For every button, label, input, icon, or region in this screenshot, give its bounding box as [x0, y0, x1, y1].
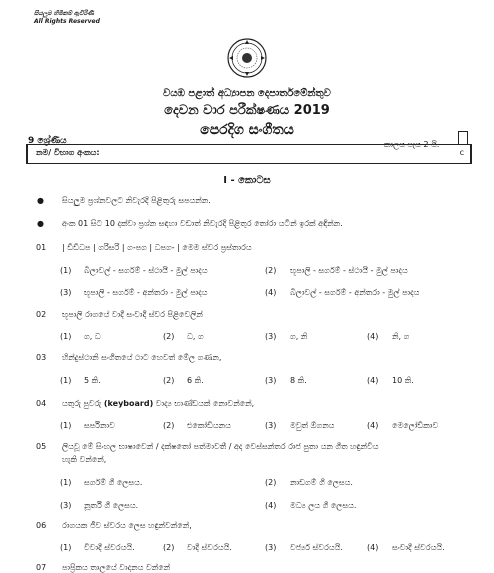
- option-text[interactable]: සර්පිනාව: [84, 421, 115, 430]
- option-number: (4): [265, 501, 277, 510]
- option-number: (4): [265, 288, 277, 297]
- keyboard-term: (keyboard): [103, 399, 154, 408]
- option-number: (3): [265, 543, 277, 552]
- question-text-part: වාද්‍ය භාණ්ඩයක් නොවන්නේ,: [153, 399, 255, 408]
- option-number: (1): [60, 376, 72, 385]
- name-index-label: නම/ විභාග අංකය:: [36, 148, 100, 157]
- option-text[interactable]: භූපාලි - සර්ගම් - අන්තරා - මුල් පාදය: [84, 288, 208, 297]
- option-text[interactable]: නි, ග: [392, 332, 410, 341]
- option-text[interactable]: නූර්ති ගී ලෙසය.: [84, 501, 139, 510]
- option-text[interactable]: වාදී ස්වරයයි.: [187, 543, 232, 552]
- option-number: (1): [60, 543, 72, 552]
- question-number: 04: [36, 399, 47, 408]
- corner-mark: [458, 131, 468, 144]
- option-number: (2): [163, 332, 175, 341]
- option-text[interactable]: නාඩගම් ගී ලෙසය.: [290, 478, 353, 487]
- part-title: I - කොටස: [223, 175, 271, 186]
- question-text: හින්දුස්ථානි සංගීතයේ ථාට හෙවත් මේල ගණන,: [62, 353, 222, 362]
- question-number: 02: [36, 310, 47, 319]
- option-number: (2): [265, 266, 277, 275]
- question-text: [62, 399, 254, 409]
- question-number: 01: [36, 243, 47, 252]
- option-number: (3): [60, 501, 72, 510]
- option-number: (4): [367, 332, 379, 341]
- option-number: (3): [60, 288, 72, 297]
- option-number: (3): [265, 332, 277, 341]
- option-text[interactable]: 6 කි.: [187, 376, 204, 385]
- time-allowed: කාලය පැය 2 යි.: [384, 140, 440, 149]
- option-text[interactable]: බිලාවල් - සර්ගම් - ස්ථායී - මුල් පාදය: [84, 266, 208, 275]
- rights-english: All Rights Reserved: [34, 18, 100, 25]
- option-text[interactable]: ග, නි: [290, 332, 308, 341]
- rights-sinhala: සියලුම හිමිකම් ඇවිරිණි: [34, 10, 94, 17]
- question-number: 03: [36, 353, 47, 362]
- option-text[interactable]: සංවාදී ස්වරයයි.: [392, 543, 445, 552]
- option-number: (4): [367, 376, 379, 385]
- option-text[interactable]: සර්ගම් ගී ලෙසය.: [84, 478, 143, 487]
- question-text: ලියවූ මේ සිංහල භාෂාවෙන් / දක්ෂතෝ පත්මාවතී / අද වෙස්සන්තර රාජ පුතා යන ගීත හඳුන්විය: [62, 442, 379, 451]
- option-text[interactable]: මවුත් ඕගනය: [290, 421, 335, 430]
- option-number: (3): [265, 376, 277, 385]
- name-index-field[interactable]: [26, 144, 472, 164]
- option-text[interactable]: මෙලෝඩිකාව: [392, 421, 439, 430]
- instruction-2: අංක 01 සිට 10 දක්වා ප්‍රශ්න සඳහා වඩාත් නිවැරදි පිළිතුර තෝරා යටින් ඉරක් අඳින්න.: [62, 219, 343, 228]
- option-number: (2): [265, 478, 277, 487]
- question-text: පාප්‍රිකය තාලයේ වාදනය වන්නේ: [62, 563, 171, 572]
- question-text-part: යතුරු පුවරු: [62, 399, 104, 408]
- instruction-1: සියලුම ප්‍රශ්නවලට නිවැරදි පිළිතුරු සපයන්න.: [62, 196, 211, 205]
- option-text[interactable]: 5 කි.: [84, 376, 101, 385]
- option-number: (2): [163, 543, 175, 552]
- question-number: 05: [36, 442, 47, 451]
- option-number: (1): [60, 266, 72, 275]
- option-text[interactable]: වර්ජ්‍ය ස්වරයයි.: [290, 543, 343, 552]
- option-text[interactable]: ග, ධ: [84, 332, 101, 341]
- option-number: (2): [163, 421, 175, 430]
- option-text[interactable]: ධ, ග: [187, 332, 204, 341]
- option-number: (2): [163, 376, 175, 385]
- option-number: (1): [60, 421, 72, 430]
- question-number: 07: [36, 563, 47, 572]
- exam-title: දෙවන වාර පරීක්ෂණය 2019: [164, 103, 330, 118]
- question-text-continued: හැකි වන්නේ,: [62, 455, 107, 464]
- option-text[interactable]: විවාදී ස්වරයයි.: [84, 543, 135, 552]
- rights-notice: [34, 10, 100, 26]
- subject-title: පෙරදිග සංගීතය: [200, 122, 294, 138]
- department-name: වයඹ පළාත් අධ්‍යාපන දෙපාර්තමේන්තුව: [163, 88, 331, 99]
- option-number: (4): [367, 421, 379, 430]
- question-number: 06: [36, 521, 47, 530]
- grade-label: 9 ශ්‍රේණිය: [28, 136, 67, 146]
- option-number: (1): [60, 332, 72, 341]
- option-text[interactable]: භූපාලි - සර්ගම් - ස්ථායී - මුල් පාදය: [290, 266, 408, 275]
- option-text[interactable]: 10 කි.: [392, 376, 414, 385]
- option-number: (1): [60, 478, 72, 487]
- question-text: | ඩීඩීධප | ගරිසරි | ග-පග | ධපග- | මෙම ස්වර ප්‍රස්තාරය: [62, 243, 252, 252]
- bullet-icon: ●: [37, 196, 44, 205]
- question-text: භූපාලි රාගයේ වාදී සංවාදී ස්වර පිළිවෙලින්: [62, 310, 203, 319]
- option-number: (4): [367, 543, 379, 552]
- question-text: රාගයක ජීව ස්වරය ලෙස හඳුන්වන්නේ,: [62, 521, 192, 530]
- corner-character: c: [459, 148, 464, 157]
- option-number: (3): [265, 421, 277, 430]
- option-text[interactable]: මධ්‍ය ලය ගී ලෙසය.: [290, 501, 357, 510]
- provincial-emblem-icon: [227, 38, 267, 78]
- bullet-icon: ●: [37, 219, 44, 228]
- option-text[interactable]: 8 කි.: [290, 376, 307, 385]
- option-text[interactable]: බිලාවල් - සර්ගම් - අන්තරා - මුල් පාදය: [290, 288, 420, 297]
- option-text[interactable]: එකෝඩියනය: [187, 421, 231, 430]
